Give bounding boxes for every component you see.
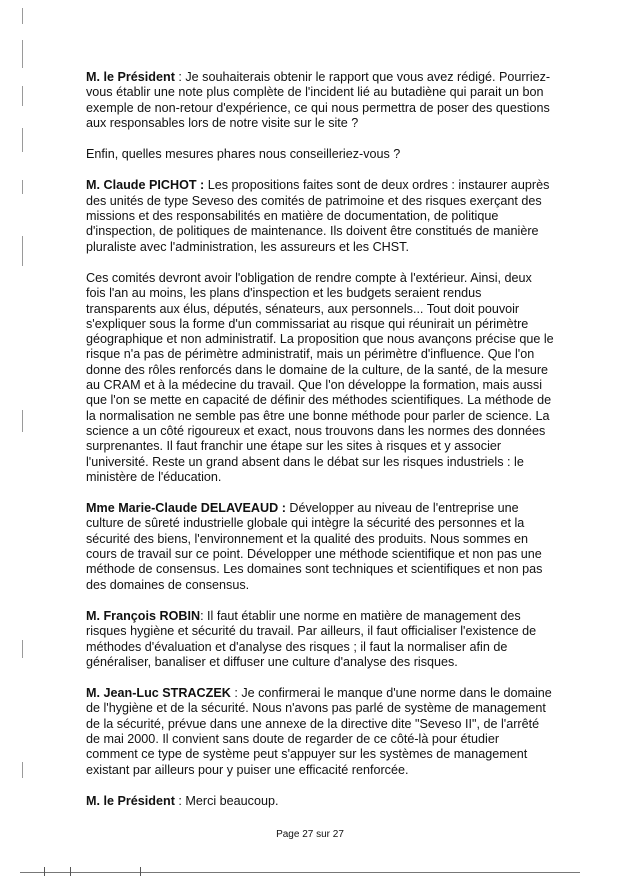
paragraph-text: : Je confirmerai le manque d'une norme dans le domaine de l'hygiène et de la sécurité. Nous n'avons pas parlé de système de management de la sécurité, prévue dans une annexe de la directive dite "Seveso II", de l'arrêté de mai 2000. Il convient sans doute de regarder de ce côté-là pour étudier comment ce type de système peut s'appuyer sur les systèmes de management existant par ailleurs pour y puiser une efficacité renforcée. xyxy=(86,686,552,777)
scan-artifact xyxy=(22,640,23,658)
paragraph-text: Les propositions faites sont de deux ordres : instaurer auprès des unités de type Seveso des comités de patrimoine et des risques exerçant des missions et des responsabilités en matière de documentation, de politique d'inspection, de politiques de maintenance. Ils doivent être constitués de manière pluraliste avec l'administration, les assureurs et les CHST. xyxy=(86,178,550,254)
paragraph-delaveaud xyxy=(86,501,554,593)
paragraph-president-question xyxy=(86,147,554,162)
scan-artifact xyxy=(22,86,23,106)
scan-artifact xyxy=(22,180,23,194)
paragraph-straczek xyxy=(86,686,554,778)
scan-artifact xyxy=(22,40,23,68)
transcript-body xyxy=(86,70,554,825)
scan-artifact xyxy=(20,872,580,873)
paragraph-text: Développer au niveau de l'entreprise une culture de sûreté industrielle globale qui intègre la sécurité des personnes et la sécurité des biens, l'environnement et la qualité des produits. Nous sommes en cours de travail sur ce point. Développer une méthode scientifique et non pas une méthode de consensus. Les domaines sont techniques et scientifiques et non pas des domaines de consensus. xyxy=(86,501,543,592)
paragraph-text: : Il faut établir une norme en matière de management des risques hygiène et sécurité du travail. Par ailleurs, il faut officialiser l'existence de méthodes d'évaluation et d'analyse des risques ; il faut la normaliser afin de généraliser, banaliser et diffuser une culture d'analyse des risques. xyxy=(86,608,537,669)
scan-artifact xyxy=(22,128,23,152)
speaker-name: M. François ROBIN xyxy=(86,608,201,623)
paragraph-text: Ces comités devront avoir l'obligation de rendre compte à l'extérieur. Ainsi, deux fois l'an au moins, les plans d'inspection et les budgets seraient rendus transparents aux élus, députés, sénateurs, aux personnels... Tout doit pouvoir s'expliquer sous la forme d'un commissariat au risque qui réunirait un périmètre géographique et non administratif. La proposition que nous avançons précise que le risque n'a pas de périmètre administratif, mais un périmètre d'influence. Que l'on donne des rôles renforcés dans le domaine de la culture, de la santé, de la mesure au CRAM et à la médecine du travail. Que l'on développe la formation, mais aussi que l'on se mette en capacité de définir des méthodes scientifiques. La méthode de la normalisation ne semble pas être une bonne méthode pour parler de science. La science a un côté rigoureux et exact, nous trouvons dans les normes des données surprenantes. Il faut franchir une étape sur les sites à risques et y associer l'université. Reste un grand absent dans le débat sur les risques industriels : le ministère de l'éducation. xyxy=(86,270,554,484)
speaker-name: Mme Marie-Claude DELAVEAUD : xyxy=(86,501,286,516)
paragraph-robin xyxy=(86,609,554,670)
paragraph-text: : Je souhaiterais obtenir le rapport que vous avez rédigé. Pourriez-vous établir une note plus complète de l'incident lié au butadiène qui parait un bon exemple de non-retour d'expérience, ce qui nous permettra de poser des questions aux responsables lors de notre visite sur le site ? xyxy=(86,70,551,130)
paragraph-pichot-continued xyxy=(86,271,554,485)
speaker-name: M. le Président xyxy=(86,793,175,808)
paragraph-president-thanks xyxy=(86,794,554,809)
scan-artifact xyxy=(22,8,23,24)
scan-artifact xyxy=(22,762,23,778)
scan-artifact xyxy=(70,867,71,876)
scan-artifact xyxy=(22,410,23,432)
paragraph-text: : Merci beaucoup. xyxy=(174,793,279,808)
page-number: Page 27 sur 27 xyxy=(276,829,344,840)
scan-artifact xyxy=(44,867,45,876)
paragraph-text: Enfin, quelles mesures phares nous conseilleriez-vous ? xyxy=(86,147,401,162)
speaker-name: M. Claude PICHOT : xyxy=(86,178,205,193)
paragraph-pichot xyxy=(86,178,554,254)
paragraph-president-request xyxy=(86,70,554,131)
speaker-name: M. le Président xyxy=(86,70,175,84)
speaker-name: M. Jean-Luc STRACZEK xyxy=(86,686,231,701)
scan-artifact xyxy=(140,867,141,876)
scan-artifact xyxy=(22,236,23,266)
